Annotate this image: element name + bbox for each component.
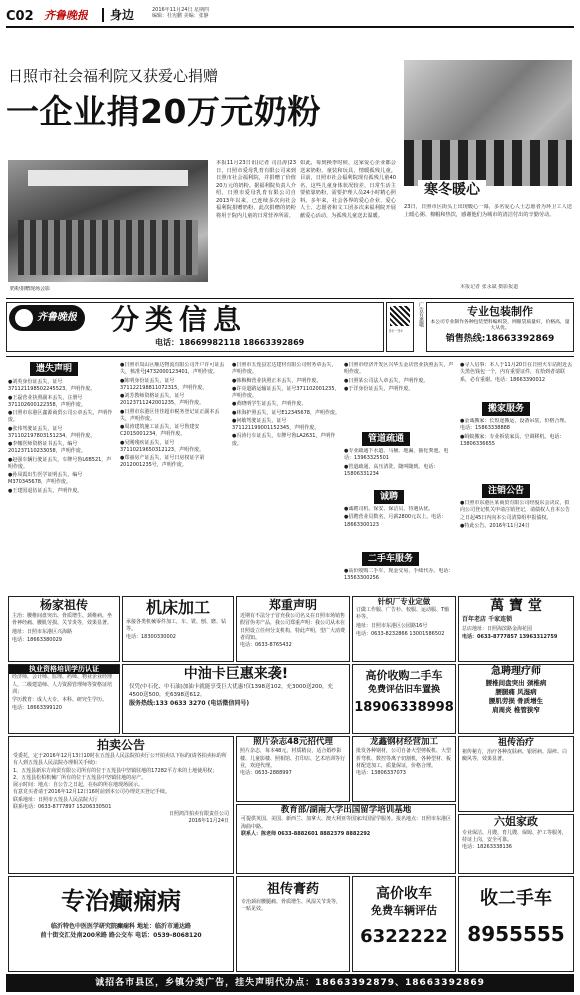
- jiazheng-phone: 电话：18263338136: [462, 844, 512, 851]
- gaojia-ad: [352, 664, 456, 734]
- newspaper-logo: 齐鲁晚报: [44, 9, 88, 22]
- lost-list: [8, 379, 116, 495]
- ad-line: 电话：18663380029: [12, 636, 62, 643]
- list-item: ●韩梅梅营业执照正本丢失，声明作废。: [232, 377, 322, 384]
- zhiye-ad: [8, 664, 120, 734]
- header-rule: [6, 26, 574, 28]
- list-item: ●日照某公司法人章丢失，声明作废。: [344, 377, 429, 384]
- logo-emblem-icon: [15, 309, 33, 327]
- jiazheng-ad: [458, 814, 574, 874]
- classified-col-3: [232, 362, 340, 598]
- dianxian-ad: [8, 876, 234, 972]
- section-name: 身边: [110, 8, 135, 22]
- donation-photo: [8, 160, 208, 282]
- list-item: ●王磊营业执照副本丢失，注册号371102600122358，声明作废。: [8, 394, 86, 408]
- jichuang-ad: [122, 596, 234, 662]
- zhiliao-ad: [458, 736, 574, 812]
- jiazheng-title: 六姐家政: [494, 815, 538, 828]
- list-item: ●于洋身份证丢失，声明作废。: [344, 385, 414, 392]
- ershou-ad: [458, 876, 574, 972]
- jiyao-title: 急聘理疗师: [491, 666, 541, 677]
- ershou-phone: 8955555: [467, 922, 565, 947]
- gaojia-sub: 免费评估旧车置换: [367, 684, 440, 695]
- yangjia-title: 杨家祖传: [39, 598, 88, 612]
- list-item: ●林海护照丢失，证号E12345678，声明作废。: [232, 409, 340, 416]
- packaging-ad: [426, 302, 574, 352]
- classified-col-1: [8, 362, 116, 598]
- list-item: ●日照市东港区佳佳超市税务登记证正副本丢失，声明作废。: [120, 408, 220, 422]
- banner-logo-box: [9, 305, 85, 331]
- photo-banner: [28, 170, 188, 186]
- jiaoyu-ad: [236, 804, 456, 874]
- wanxiang-title: 萬 寶 堂: [490, 598, 542, 614]
- zhiye-lines: [9, 674, 119, 712]
- list-item: ●吴刚残疾证丢失，证号37110219650312123，声明作废。: [120, 439, 205, 453]
- list-item: ●高价收购二手车，现金交易，手续代办。电话：13563300256: [344, 568, 454, 582]
- ad-line: 经济师、会计师、监理、药师、物业企业经理人、二级建造师、人力资源管理师等资格证培训；: [12, 674, 113, 695]
- list-item: ●刘芳教师资格证丢失，证号20123711242001235，声明作废。: [120, 393, 205, 407]
- zhenfang-ad: [352, 596, 456, 662]
- honesty-list: [344, 506, 456, 530]
- ad-line: 腰腿痛 风湿病: [495, 687, 537, 696]
- list-item: ●蚂蚁搬家：专业拆装家具，空调移机。电话：13806336655: [460, 433, 565, 447]
- winter-text: 23日，日照市区街头上出现暖心一幕，多名爱心人士志愿者为环卫工人送上暖心粥、棉帽和热饮，感谢他们为城市的清洁付出的辛勤劳动。: [404, 204, 572, 218]
- zhaopian-text: 照片杂志，每本48元，材质精良，适合婚纱影楼、儿童影楼、照相馆、打印店、艺术培训等行业，欢迎代理。: [240, 748, 346, 769]
- jiyao-lines: [459, 679, 573, 715]
- col4-list: [344, 362, 456, 393]
- shouche-phone: 6322222: [360, 925, 448, 947]
- list-item: ●特此公告。2016年11月24日: [460, 522, 530, 529]
- list-item: ●何敏驾驶证丢失，证号371121199001152345，声明作废。: [232, 417, 320, 431]
- list-item: ●日照市岚山区顺达物流有限公司开户许可证丢失，核准号J4732000123401，声明作废。: [120, 362, 225, 376]
- classifieds-title: 分类信息: [111, 303, 248, 336]
- jiaoyu-phone: 联系人：陈老师 0633-8882601 8882379 8882292: [241, 830, 371, 837]
- list-item: ●王建国退伍证丢失，声明作废。: [8, 487, 83, 494]
- feature-body-col2: 如此，每到换季时候，这家爱心企业都会送来奶粉、童装和玩具，情暖孤残儿童。目前，日照市社会福利院现有孤残儿童40名，这些儿童身体状况较差，日常生活主要依靠奶粉，需要护理人员24小时精心照料。多年来，社会各界的爱心企业、爱心人士、志愿者和文工团多次来福利院开展献爱心活动，为孤残儿童送去温暖。: [300, 160, 396, 219]
- ad-line: 电话：18300330002: [126, 634, 176, 641]
- scan-label: 扫一扫: [389, 329, 403, 334]
- list-item: ●日照市东港区鑫源商贸公司公章丢失，声明作废。: [8, 410, 113, 424]
- zhaopian-title: 照片杂志48元招代理: [253, 737, 333, 747]
- header-divider: [102, 8, 104, 22]
- banner-logo-text: 齐鲁晚报: [37, 312, 77, 323]
- zuchuan-title: 祖传膏药: [266, 882, 319, 897]
- list-item: ●诚聘司机、保安、保洁员，待遇从优。: [344, 506, 434, 512]
- ad-line: 电话：0633-8777857 13963312759: [462, 633, 558, 640]
- list-item: ●招聘营业员数名，月薪2800元以上。电话：18663300123: [344, 514, 447, 528]
- qr-code-icon[interactable]: [390, 306, 410, 326]
- packaging-desc: 本公司专业制作各种包装塑料编织袋，网眼袋质量好，价格高，量大从优。: [430, 319, 570, 332]
- zhongyou-ad: [122, 664, 350, 734]
- header-meta: [152, 7, 292, 20]
- reward-list: [460, 362, 574, 384]
- zhongyou-text: 仅凭(中石化、中石油)加油卡就能享受巨大优惠!仅1398送102，充3000送200，充4500送500，充6398送612。: [129, 683, 333, 698]
- feature-headline: 一企业捐20万元奶粉: [6, 92, 321, 131]
- editors: 编辑：杜宪鹏 美编：张静: [152, 13, 209, 20]
- list-item: ●赵强车辆行驶证丢失，车牌号鲁L6B521，声明作废。: [8, 456, 112, 470]
- list-item: ●李娜医师资格证书丢失，编号201237110233058，声明作废。: [8, 441, 86, 455]
- issue-date: 2016年11月24日 星期四: [152, 7, 210, 13]
- dianxian-phone: 前十街交汇处南200米路 路公交车 电话：0539-8068120: [40, 932, 202, 940]
- ad-line: 肩周炎 椎管狭窄: [492, 705, 540, 714]
- ad-line: 电话：0633-8232866 13001586502: [356, 630, 445, 637]
- jichuang-title: 机床加工: [145, 598, 210, 617]
- list-item: ●孙凤霞出生医学证明丢失，编号M370345678，声明作废。: [8, 472, 83, 486]
- zheng-phone: 电话：0633-8765432: [240, 642, 292, 649]
- classifieds-banner: [6, 302, 384, 352]
- jiaoyu-text: 可提供英国、美国、新西兰、加拿大、澳大利亚等国家出国留学服务。报名地点：日照市东港区海曲中路。: [241, 816, 452, 830]
- wanxiang-lines: [459, 616, 573, 641]
- qr-label: 广告有惠哦: [418, 302, 424, 327]
- list-item: ●日照市东港区某商贸有限公司经股东会决议，拟向公司登记机关申请注销登记，请债权人自本公告之日起45日内向本公司清算组申报债权。: [460, 500, 571, 521]
- jiazheng-text: 专业保洁、月嫂、育儿嫂、保姆、护工等服务，持证上岗，安全可靠。: [462, 829, 568, 844]
- classifieds-phone: 电话：18669982118 18663392869: [155, 338, 305, 347]
- ad-line: 地址：日照市东港区公园路16号: [356, 622, 428, 629]
- classified-col-2: [120, 362, 228, 598]
- dianxian-title: 专治癫痫病: [61, 887, 181, 915]
- ad-line: 腰肌劳损 骨质增生: [488, 696, 544, 705]
- zhiliao-text: 祖传秘方，治疗各种皮肤病、银屑病、湿疹、白癜风等，效果显著。: [462, 749, 568, 763]
- paimai-ad: [8, 736, 234, 874]
- gaojia-phone: 18906338998: [354, 699, 454, 715]
- feature-subhead: 日照市社会福利院又获爱心捐赠: [8, 67, 219, 85]
- packaging-phone: 销售热线:18663392869: [445, 333, 555, 344]
- list-item: ●陈明身份证丢失，证号371122198811072315，声明作废。: [120, 377, 208, 391]
- winter-photo: [404, 60, 572, 186]
- list-item: ●冯涛行车证丢失，车牌号鲁LA2631，声明作废。: [232, 433, 336, 447]
- moving-section-heading: 搬家服务: [482, 402, 530, 416]
- feature-body-col1: 本报11月23日讯(记者 司昌涛)23日，日照市爱母乳育有限公司来到日照市社会福利院，并捐赠了价值20万元的奶粉。据福利院负责人介绍，日照市爱母乳育有限公司自2013年以来，已连续多次向社会福利院捐赠奶粉，此次捐赠的奶粉将用于院内儿童的日常营养所需。: [216, 160, 296, 219]
- pipe-list: [344, 448, 456, 479]
- ad-line: 学历教育：成人大专、本科、研究生学历。: [12, 697, 108, 704]
- zuchuan-text: 专治颈肩腰腿痛、骨质增生、风湿关节炎等，一贴见效。: [241, 898, 342, 912]
- zhiye-title: 执业资格培训学历认证: [9, 665, 119, 674]
- winter-reporter: 本报记者 张永斌 摄影报道: [460, 284, 519, 290]
- ad-line: 百年老店 千家连锁: [462, 615, 513, 623]
- classifieds-rule: [6, 356, 574, 357]
- usedcar-section-heading: 二手车服务: [362, 552, 419, 566]
- shouche-ad: [352, 876, 456, 972]
- donation-photo-caption: 奶粉捐赠现场会影: [10, 286, 51, 292]
- ad-line: 总店地址：日照海滨路金海花园: [462, 625, 533, 632]
- zheng-ad: [236, 596, 350, 662]
- ad-line: 订做工作服、广告衫、校服、运动服、T恤衫等。: [356, 607, 450, 621]
- list-item: ●金诚搬家：长短途搬运，设备吊装，价格合理。电话：15863338888: [460, 418, 570, 432]
- longxin-text: 批发各种钢材，公司自备大型剪板机、大型折弯机、数控等离子切割机，各种型材、板材配送加工，质量保证，价格合理。: [356, 748, 452, 769]
- shouche-title: 高价收车: [376, 886, 432, 902]
- footer-bar: 诚招各市县区，乡镇分类广告，挂失声明代办点：18663392879、18663392869: [6, 974, 574, 992]
- ad-line: 地址：日照市东港区兴海路: [12, 628, 73, 635]
- list-item: ●郑丽房产证丢失，证号日房权证字第2012001235号，声明作废。: [120, 455, 205, 469]
- qr-box: [386, 302, 414, 352]
- moving-list: [460, 418, 574, 449]
- ad-line: 主治：腰椎间盘突出、骨质增生、颈椎病、坐骨神经痛、腰肌劳损、关节炎等，效果显著。: [12, 613, 113, 627]
- ad-line: 承接各类机械零件加工，车、铣、刨、磨、钻等。: [126, 618, 227, 632]
- shouche-sub: 免费车辆评估: [371, 903, 437, 917]
- zhongyou-title: 中油卡巨惠来袭!: [183, 666, 289, 682]
- paimai-text: 受委托，定于2016年12月13日10时在五莲县人民法院拍卖厅公开拍卖以下标的(请各拍卖标的所有人到五莲县人民法院办理相关手续)： 1、五莲县新东方商贸有限公司所有的位于五莲县中坚镇驻地的17282平方米的土地使用权； 2、五莲县松柏机械厂所有的位于五莲县中坚镇驻地的房产。 展示时间：地点：自公告之日起，在标的所在地现场展示。 有意竞买者请于2016年12月12日16时前到本公司办理竞买登记手续。 联系地址：日照市五莲县人民法院大厅 联系电话：0633-8777897 15206330501: [13, 753, 227, 810]
- zhenfang-lines: [353, 607, 455, 638]
- photo-people: [18, 220, 198, 275]
- gaojia-title: 高价收购二手车: [365, 669, 443, 682]
- page-code: C02: [6, 9, 34, 24]
- dianxian-address: 临沂特色中医医学研究院癫痫科 地址：临沂市通达路: [50, 923, 192, 931]
- classified-col-5: [460, 362, 574, 598]
- list-item: ●许亮道路运输证丢失，证号371102001235，声明作废。: [232, 385, 340, 399]
- zheng-text: 近期有不法分子冒充我公司名义在日照市场销售假冒伪劣产品，我公司郑重声明：我公司从未在日照设立任何分支机构，特此声明，望广大消费者周知。: [240, 613, 346, 641]
- list-item: ●管道疏通，高压清洗，随叫随到。电话：15806331234: [344, 463, 439, 477]
- ad-line: 腰椎间盘突出 颈椎病: [485, 678, 547, 687]
- list-item: ●专业疏通下水道、马桶、地漏，抽化粪池。电话：13963325501: [344, 448, 449, 462]
- longxin-phone: 电话：13806337073: [356, 770, 406, 777]
- winter-title: 寒冬暖心: [418, 180, 486, 201]
- longxin-ad: [352, 736, 456, 802]
- paimai-date: 2016年11月24日: [188, 818, 229, 825]
- list-item: ●张伟驾驶证丢失，证号371102197803151234，声明作废。: [8, 425, 96, 439]
- lost-section-heading: 遗失声明: [30, 362, 78, 376]
- yangjia-ad: [8, 596, 120, 662]
- paimai-company: 日照鸿洋拍卖有限责任公司: [168, 811, 229, 818]
- honesty-section-heading: 诚聘: [374, 490, 404, 504]
- list-item: ●周涛建筑施工证丢失，证号鲁建安C2015001234，声明作废。: [120, 424, 200, 438]
- jiaoyu-title: 教育部/湖南大学出国留学培训基地: [280, 805, 412, 815]
- wanxiang-ad: [458, 596, 574, 662]
- ershou-title: 收二手车: [480, 888, 552, 909]
- notice-section-heading: 注销公告: [482, 484, 530, 498]
- section-rule: [6, 298, 574, 299]
- pipe-section-heading: 管道疏通: [362, 432, 410, 446]
- notice-list: [460, 500, 574, 531]
- zhiliao-title: 祖传治疗: [497, 738, 534, 748]
- longxin-title: 龙鑫钢材经营加工: [369, 737, 438, 747]
- list-item: ●日照市五莲县宏达建材有限公司财务章丢失，声明作废。: [232, 362, 337, 376]
- jiyao-ad: [458, 664, 574, 734]
- usedcar-list: [344, 568, 456, 584]
- zheng-title: 郑重声明: [268, 598, 317, 612]
- zhaopian-ad: [236, 736, 350, 802]
- zhaopian-phone: 电话：0633-2888997: [240, 770, 292, 777]
- list-item: ●寻人启事：本人于11月20日在日照火车站附近丢失黑色钱包一个，内有重要证件，有拾到者请联系，必有重谢。电话：18663390012: [460, 362, 573, 383]
- list-item: ●黄晓明学生证丢失，声明作废。: [232, 401, 307, 408]
- zuchuan-ad: [236, 876, 350, 972]
- paimai-title: 拍卖公告: [96, 738, 145, 752]
- list-item: ●日照市经济开发区兴华五金店营业执照丢失，声明作废。: [344, 362, 454, 376]
- classified-col-4: [344, 362, 456, 598]
- ad-line: 电话：18663399120: [12, 705, 62, 712]
- page-header: [6, 4, 574, 26]
- jichuang-lines: [123, 619, 233, 642]
- zhongyou-phone: 服务热线:133 0633 3270 (电话微信同号): [129, 699, 250, 707]
- list-item: ●刘英身份证丢失，证号371121198502245523，声明作废。: [8, 379, 96, 393]
- zhenfang-title: 针织厂专业定做: [377, 597, 431, 606]
- yangjia-lines: [9, 613, 119, 644]
- packaging-title: 专业包装制作: [467, 305, 533, 318]
